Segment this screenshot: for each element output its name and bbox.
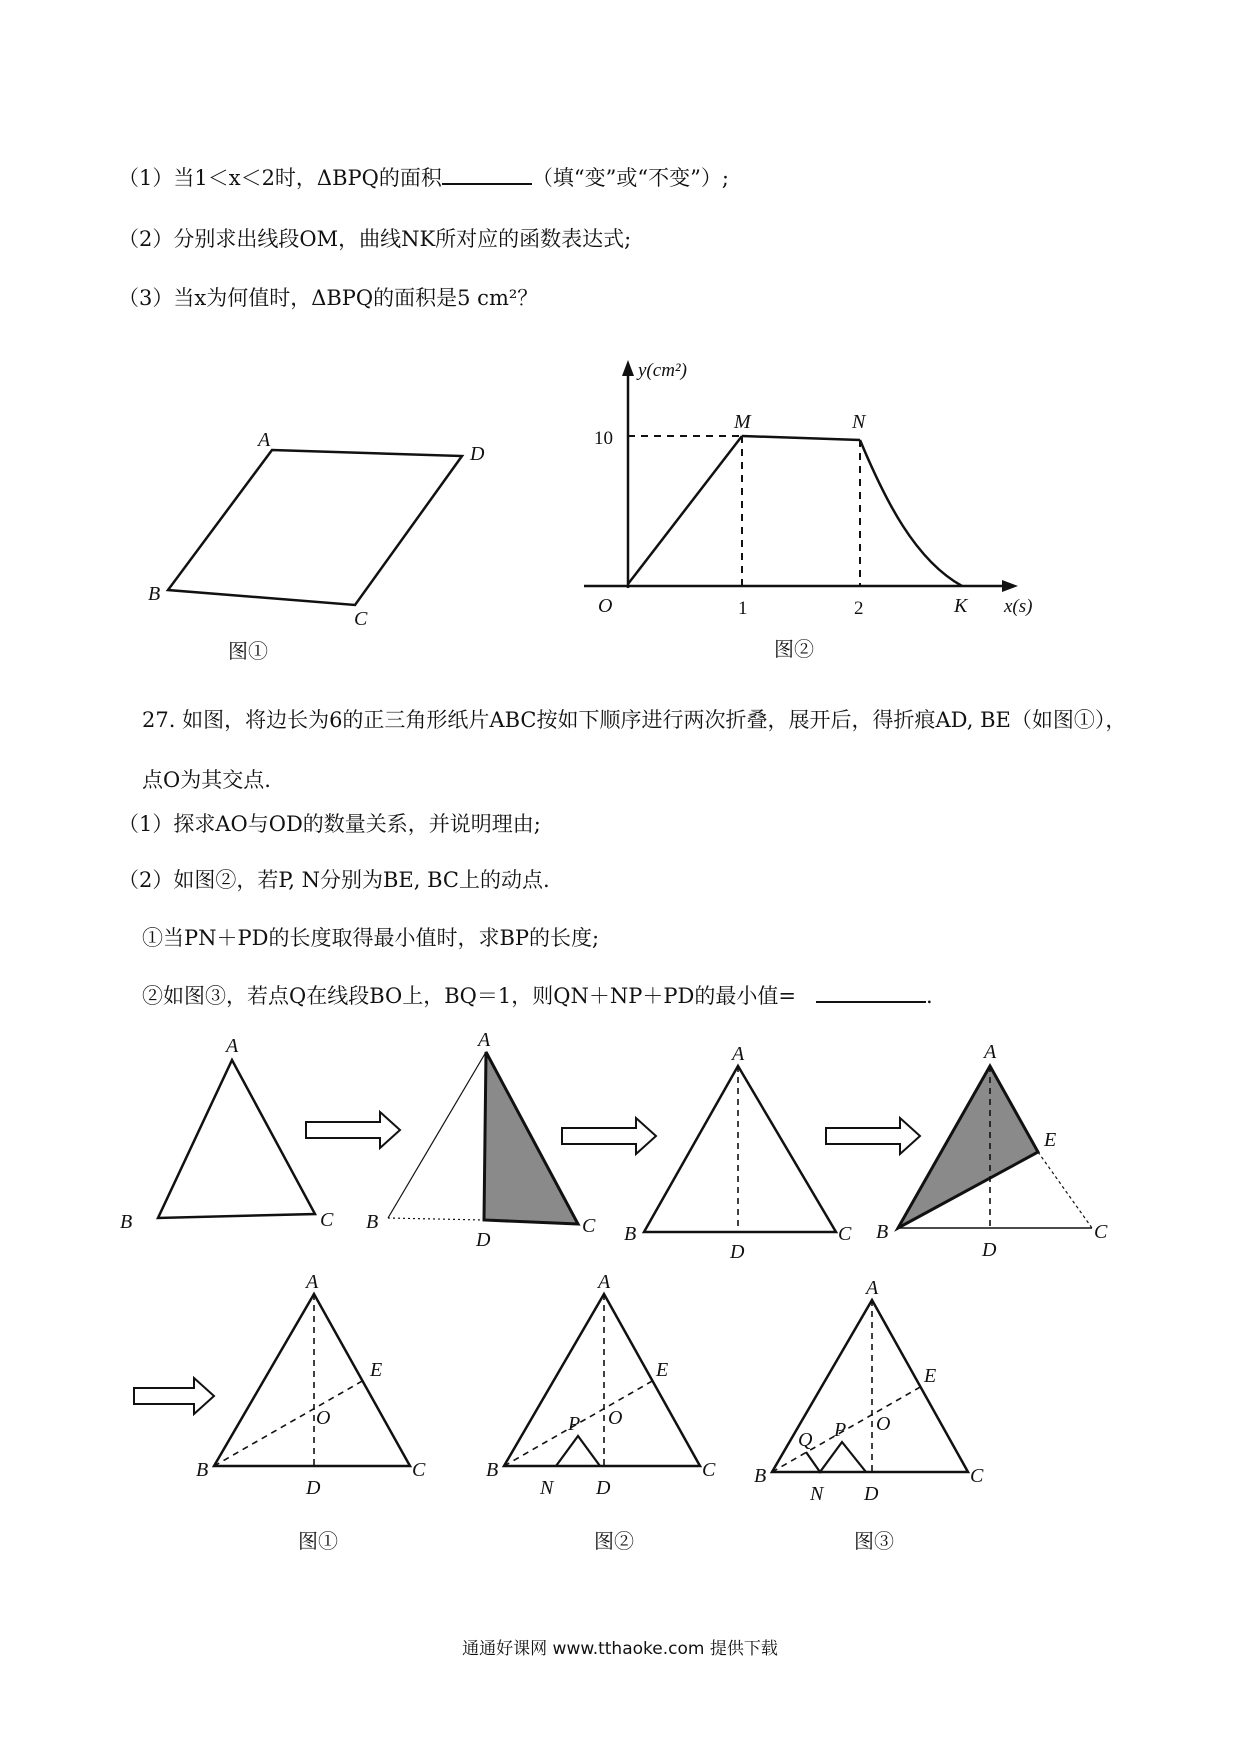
fig2-label-n: N <box>540 1477 554 1499</box>
caption-fig1: 图① <box>298 1529 338 1553</box>
fig2-label-o: O <box>608 1407 623 1429</box>
point-label-n: N <box>852 411 866 433</box>
point-label-a: A <box>258 429 271 451</box>
fig3-label-e: E <box>924 1365 937 1387</box>
arrow-2 <box>562 1118 656 1154</box>
figure-2 <box>486 1271 716 1499</box>
fig2-label-d: D <box>596 1477 611 1499</box>
fig2-label-b: B <box>486 1459 499 1481</box>
x-axis-arrow <box>1002 580 1018 592</box>
parallelogram-figure <box>148 429 485 663</box>
point-label-o: O <box>598 595 613 617</box>
arrow-1 <box>306 1112 400 1148</box>
fig1-label-o: O <box>316 1407 331 1429</box>
segment-om <box>628 436 742 584</box>
fig2-label-e: E <box>656 1359 669 1381</box>
fig1-label-a: A <box>306 1271 319 1293</box>
q27-sub2a: ①当PN＋PD的长度取得最小值时，求BP的长度; <box>142 926 600 950</box>
fig3-label-c: C <box>970 1465 984 1487</box>
q26-sub3: （3）当x为何值时，ΔBPQ的面积是5 cm²？ <box>118 286 539 310</box>
step1-label-c: C <box>320 1209 334 1231</box>
function-graph <box>584 360 1032 661</box>
fig3-label-b: B <box>754 1465 767 1487</box>
step1-label-b: B <box>120 1211 133 1233</box>
point-label-m: M <box>734 411 751 433</box>
step4-label-c: C <box>1094 1221 1108 1243</box>
point-label-c: C <box>354 608 368 630</box>
fig1-label-b: B <box>196 1459 209 1481</box>
fig1-label-d: D <box>306 1477 321 1499</box>
page-footer: 通通好课网 www.tthaoke.com 提供下载 <box>462 1639 778 1659</box>
caption-fig2-top: 图② <box>774 637 814 661</box>
fold-step-1 <box>120 1035 334 1233</box>
fig3-label-o: O <box>876 1413 891 1435</box>
step2-label-a: A <box>478 1029 491 1051</box>
step3-label-a: A <box>732 1043 745 1065</box>
fig2-label-a: A <box>598 1271 611 1293</box>
q27-line2: 点O为其交点. <box>142 768 271 792</box>
caption-fig2: 图② <box>594 1529 634 1553</box>
x-axis-label: x(s) <box>1004 596 1033 617</box>
tick-x2: 2 <box>854 598 864 619</box>
step2-label-b: B <box>366 1211 379 1233</box>
curve-nk <box>860 440 962 586</box>
q26-sub1: （1）当1＜x＜2时，ΔBPQ的面积 （填“变”或“不变”）; <box>118 166 729 190</box>
fold-step-4 <box>876 1041 1108 1261</box>
step4-label-a: A <box>984 1041 997 1063</box>
fig3-label-a: A <box>866 1277 879 1299</box>
caption-fig1-top: 图① <box>228 639 268 663</box>
step4-label-e: E <box>1044 1129 1057 1151</box>
step3-label-b: B <box>624 1223 637 1245</box>
tick-y10: 10 <box>594 428 613 449</box>
step1-label-a: A <box>226 1035 239 1057</box>
fig1-label-e: E <box>370 1359 383 1381</box>
point-label-d: D <box>470 443 485 465</box>
step2-label-d: D <box>476 1229 491 1251</box>
point-label-b: B <box>148 583 161 605</box>
step4-label-b: B <box>876 1221 889 1243</box>
y-axis-arrow <box>622 360 634 376</box>
q27-sub2b: ②如图③，若点Q在线段BO上，BQ＝1，则QN＋NP＋PD的最小值= . <box>142 984 933 1008</box>
parallelogram-shape <box>168 450 462 605</box>
point-label-k: K <box>954 595 968 617</box>
step4-label-d: D <box>982 1239 997 1261</box>
q26-sub2: （2）分别求出线段OM，曲线NK所对应的函数表达式; <box>118 227 632 251</box>
fig2-label-p: P <box>568 1413 581 1435</box>
q27-sub1: （1）探求AO与OD的数量关系，并说明理由; <box>118 812 541 836</box>
segment-mn <box>742 436 860 440</box>
y-axis-label: y(cm²) <box>638 360 687 381</box>
arrow-4 <box>134 1378 214 1414</box>
q27-line1: 27. 如图，将边长为6的正三角形纸片ABC按如下顺序进行两次折叠，展开后，得折痕AD, BE（如图①）， <box>142 708 1127 732</box>
caption-fig3: 图③ <box>854 1529 894 1553</box>
fig3-label-n: N <box>810 1483 824 1505</box>
step2-label-c: C <box>582 1215 596 1237</box>
fig1-label-c: C <box>412 1459 426 1481</box>
figure-1 <box>196 1271 426 1499</box>
step3-label-d: D <box>730 1241 745 1263</box>
fig3-label-q: Q <box>798 1429 813 1451</box>
arrow-3 <box>826 1118 920 1154</box>
fig2-label-c: C <box>702 1459 716 1481</box>
step3-label-c: C <box>838 1223 852 1245</box>
tick-x1: 1 <box>738 598 748 619</box>
fig3-label-d: D <box>864 1483 879 1505</box>
fold-step-3 <box>624 1043 852 1263</box>
q27-sub2: （2）如图②，若P, N分别为BE, BC上的动点. <box>118 868 550 892</box>
figure-3 <box>754 1277 984 1505</box>
fig3-label-p: P <box>834 1419 847 1441</box>
